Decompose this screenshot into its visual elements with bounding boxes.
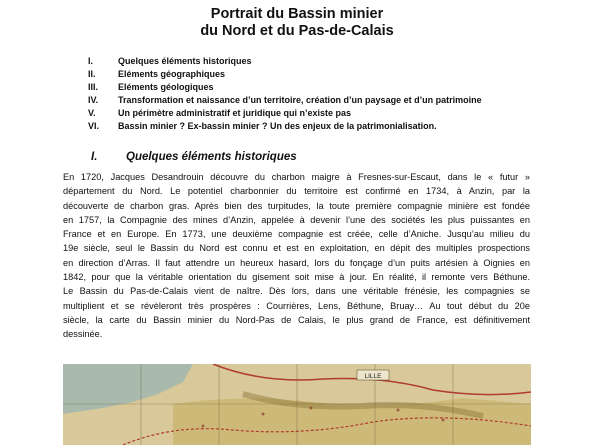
section-number: I. bbox=[91, 151, 98, 163]
toc-number: VI. bbox=[88, 121, 100, 131]
toc-item bbox=[88, 120, 558, 133]
title-line-1: Portrait du Bassin minier bbox=[210, 6, 384, 22]
paragraph-line: En 1720, Jacques Desandrouin découvre du charbon maigre à Fresnes-sur-Escaut, dans le « futur » bbox=[63, 172, 530, 182]
body-paragraph bbox=[63, 170, 530, 342]
toc-item bbox=[88, 94, 558, 107]
toc-number: II. bbox=[88, 69, 96, 79]
paragraph-line: Le Bassin du Pas-de-Calais vient de naître. Dès lors, dans une véritable frénésie, les compagnies se bbox=[63, 286, 530, 297]
toc-label: Un périmètre administratif et juridique qui n’existe pas bbox=[118, 108, 352, 118]
historical-map-image bbox=[63, 364, 531, 445]
paragraph-line: en 1757, la Compagnie des mines d’Anzin, appelée à devenir l’une des sociétés les plus puissantes en bbox=[63, 214, 530, 225]
toc-number: III. bbox=[88, 82, 99, 92]
toc-label: Quelques éléments historiques bbox=[118, 56, 252, 66]
section-title: Quelques éléments historiques bbox=[126, 151, 297, 163]
map-illustration bbox=[63, 364, 531, 445]
toc-label: Transformation et naissance d’un territoire, création d’un paysage et d’un patrimoine bbox=[118, 95, 482, 105]
paragraph-line: département du Nord. Le potentiel charbonnier du territoire est confirmé en 1734, à Anzin, par la bbox=[63, 186, 530, 197]
paragraph-line: dessinée. bbox=[63, 329, 103, 340]
paragraph-line: siècle, la carte du Bassin minier du Nord-Pas de Calais, le plus grand de France, est définitivement bbox=[63, 314, 530, 325]
toc-number: V. bbox=[88, 108, 96, 118]
toc-item bbox=[88, 68, 558, 81]
section-heading bbox=[91, 150, 297, 164]
toc-item bbox=[88, 81, 558, 94]
toc-label: Eléments géologiques bbox=[118, 82, 214, 92]
table-of-contents bbox=[88, 55, 558, 133]
paragraph-line: 1842, pour que la véritable orientation du gisement soit mise à jour. En réalité, il remonte vers Béthune. bbox=[63, 272, 530, 283]
toc-item bbox=[88, 55, 558, 68]
paragraph-line: 19e siècle, seul le Bassin du Nord est connu et est en exploitation, en dépit des multiples prospections bbox=[63, 243, 530, 254]
paragraph-line: découverte de charbon gras. Après bien des turpitudes, la toute première compagnie minière est fondée bbox=[63, 200, 530, 211]
paragraph-line: France et en Europe. En 1773, une deuxième compagnie est créée, celle d’Aniche. Jusqu’au milieu du bbox=[63, 229, 530, 240]
page-title bbox=[0, 6, 594, 40]
toc-label: Bassin minier ? Ex-bassin minier ? Un des enjeux de la patrimonialisation. bbox=[118, 121, 437, 131]
toc-number: IV. bbox=[88, 95, 99, 105]
map-city-label: LILLE bbox=[364, 373, 382, 380]
paragraph-line: multiplient et se révèleront très prospères : Courrières, Lens, Béthune, Bruay… Au tout début du 20e bbox=[63, 300, 530, 311]
toc-number: I. bbox=[88, 56, 94, 66]
title-line-2: du Nord et du Pas-de-Calais bbox=[200, 23, 394, 39]
toc-label: Eléments géographiques bbox=[118, 69, 226, 79]
paragraph-line: en direction d’Arras. Il faut attendre un heureux hasard, lors du fonçage d’un puits artésien à Oignies en bbox=[63, 257, 530, 268]
toc-item bbox=[88, 107, 558, 120]
